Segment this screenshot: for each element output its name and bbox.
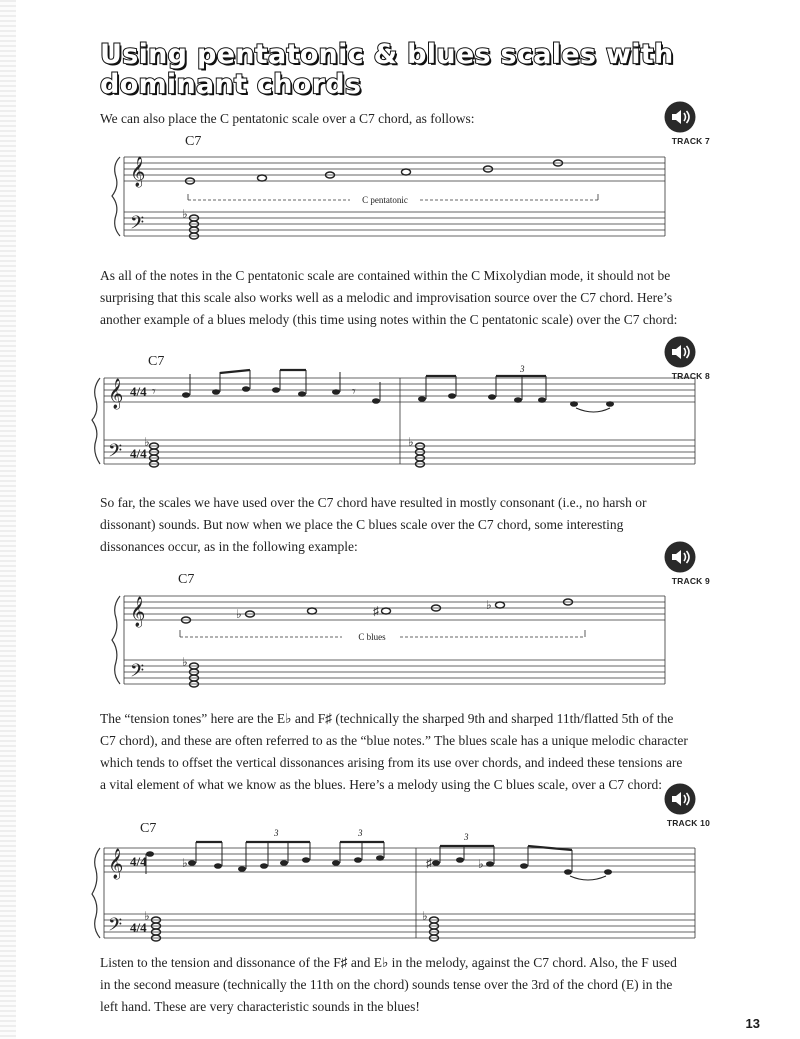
- speaker-icon: [663, 782, 697, 816]
- chord-symbol: C7: [148, 354, 165, 369]
- track-label: TRACK 9: [671, 576, 710, 586]
- bass-clef: 𝄢: [108, 914, 123, 939]
- music-example-3: [100, 568, 675, 690]
- chord-symbol: C7: [140, 821, 157, 836]
- time-signature: 4/4: [130, 446, 147, 461]
- tuplet-3: 3: [358, 828, 363, 838]
- treble-clef: 𝄞: [130, 597, 146, 626]
- bass-clef: 𝄢: [130, 660, 145, 685]
- speaker-icon: [663, 100, 697, 134]
- flat-sign: ♭: [182, 207, 188, 221]
- music-example-1: [100, 132, 675, 244]
- time-signature: 4/4: [130, 920, 147, 935]
- flat-sign: ♭: [478, 857, 484, 871]
- tuplet-3: 3: [520, 364, 525, 374]
- flat-sign: ♭: [486, 598, 492, 612]
- flat-sign: ♭: [422, 909, 428, 923]
- melody-notes: [152, 364, 614, 412]
- treble-clef: 𝄞: [130, 157, 146, 186]
- rest: 𝄾: [152, 385, 156, 400]
- sharp-sign: ♯: [373, 604, 379, 618]
- bass-clef: 𝄢: [108, 440, 123, 465]
- page-edge-scan: [0, 0, 16, 1039]
- paragraph-tension-tones: The “tension tones” here are the E♭ and F♯ (technically the sharped 9th and sharped 11th/flatted 5th of the C7 chord), and these are often referred to as the “blue notes.” The blues scale has a unique melodic character which tends to offset the vertical dissonances arising from its use over chords, and indeed these tensions are a vital element of what we know as the blues. Here’s a melody using the C blues scale, over a C7 chord:: [100, 711, 688, 792]
- flat-sign: ♭: [182, 856, 188, 870]
- chord-symbol: C7: [185, 134, 202, 149]
- page-title: Using pentatonic & blues scales with dominant chords: [100, 39, 674, 100]
- treble-clef: 𝄞: [108, 849, 124, 878]
- scale-label: C pentatonic: [362, 195, 408, 205]
- sharp-sign: ♯: [426, 856, 432, 870]
- flat-sign: ♭: [408, 435, 414, 449]
- tuplet-3: 3: [464, 832, 469, 842]
- page-number: 13: [745, 1016, 760, 1031]
- paragraph-consonant: So far, the scales we have used over the C7 chord have resulted in mostly consonant (i.e., no harsh or dissonant) sounds. But now when we place the C blues scale over the C7 chord, some interesting dissonances occur, as in the following example:: [100, 495, 647, 554]
- paragraph-mixolydian: As all of the notes in the C pentatonic scale are contained within the C Mixolydian mode, it should not be surprising that this scale also works well as a melodic and improvisation source over the C7 chord. Here’s another example of a blues melody (this time using notes within the C pentatonic scale) over the C7 chord:: [100, 268, 678, 327]
- scale-label: C blues: [358, 632, 386, 642]
- bass-clef: 𝄢: [130, 212, 145, 237]
- time-signature: 4/4: [130, 384, 147, 399]
- treble-clef: 𝄞: [108, 379, 124, 408]
- track-label: TRACK 8: [671, 371, 710, 381]
- track-label: TRACK 7: [671, 136, 710, 146]
- track-label: TRACK 10: [666, 818, 710, 828]
- time-signature: 4/4: [130, 854, 147, 869]
- scale-notes: [186, 160, 563, 184]
- flat-sign: ♭: [182, 655, 188, 669]
- chord-symbol: C7: [178, 572, 195, 587]
- paragraph-intro: We can also place the C pentatonic scale over a C7 chord, as follows:: [100, 111, 475, 126]
- music-example-4: [90, 818, 700, 944]
- music-example-2: [90, 352, 700, 470]
- flat-sign: ♭: [144, 435, 150, 449]
- rest: 𝄾: [352, 385, 356, 400]
- flat-sign: ♭: [236, 607, 242, 621]
- tuplet-3: 3: [274, 828, 279, 838]
- flat-sign: ♭: [144, 909, 150, 923]
- paragraph-listen: Listen to the tension and dissonance of the F♯ and E♭ in the melody, against the C7 chord. Also, the F used in the second measure (technically the 11th on the chord) sounds tense over the 3rd of the chord (E) in the left hand. These are very characteristic sounds in the blues!: [100, 955, 677, 1014]
